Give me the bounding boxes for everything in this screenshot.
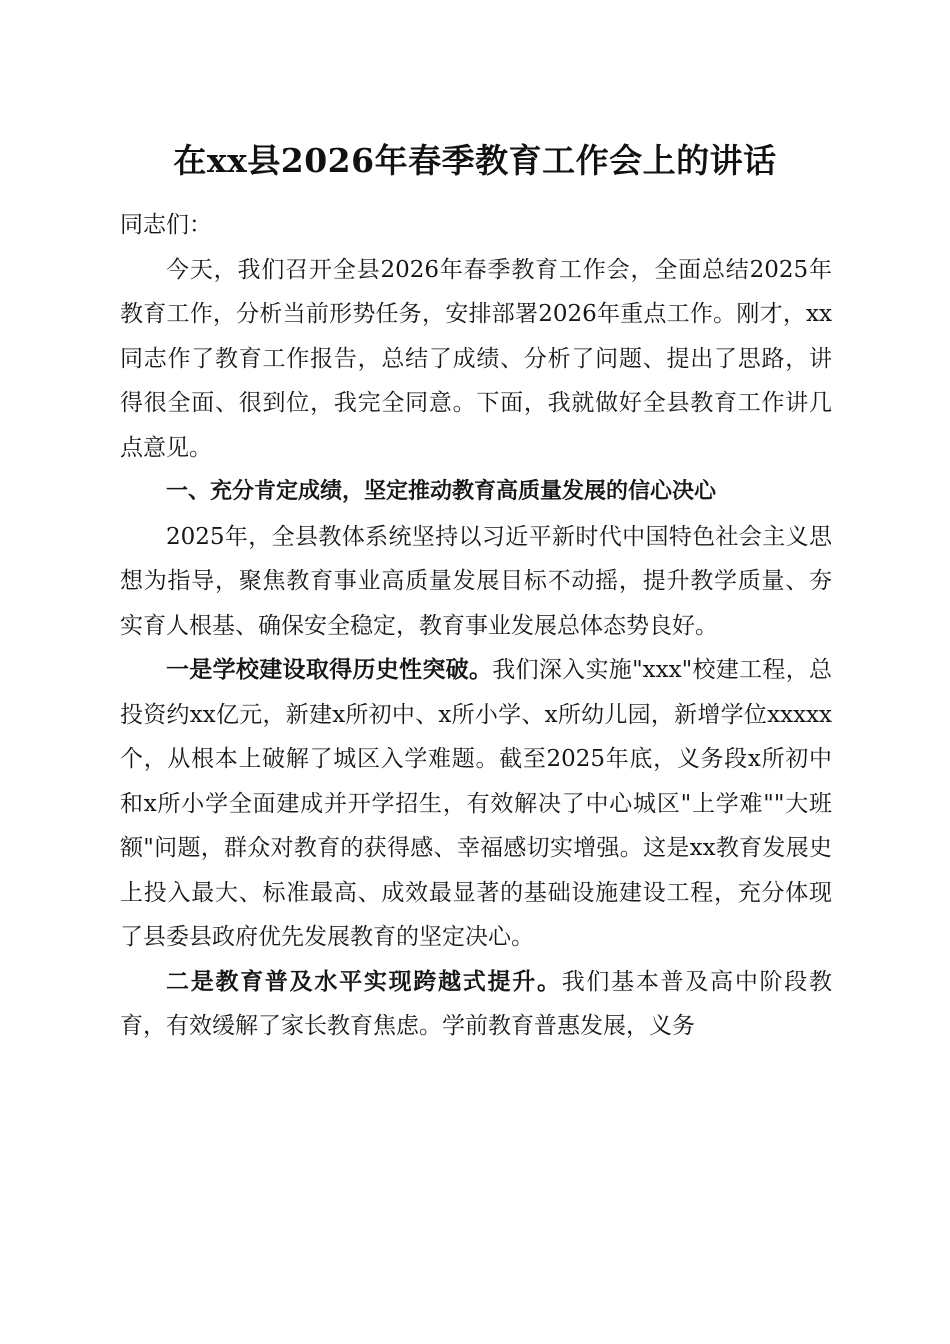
greeting: 同志们： [120,212,212,238]
document-title: 在xx县2026年春季教育工作会上的讲话 [173,141,777,180]
section-heading: 一、充分肯定成绩，坚定推动教育高质量发展的信心决心 [166,479,717,504]
point-two-paragraph [120,960,832,1049]
point-one-body: 我们深入实施"xxx"校建工程，总投资约xx亿元，新建x所初中、x所小学、x所幼儿园，新增学位xxxxx个，从根本上破解了城区入学难题。截至2025年底，义务段x所初中和x所小学全面建成并开学招生，有效解决了中心城区"上学难""大班额"问题，群众对教育的获得感、幸福感切实增强。这是xx教育发展史上投入最大、标准最高、成效最显著的基础设施建设工程，充分体现了县委县政府优先发展教育的坚定决心。 [120,657,832,950]
point-one-lead: 一是学校建设取得历史性突破。 [166,656,493,683]
intro-paragraph: 今天，我们召开全县2026年春季教育工作会，全面总结2025年教育工作，分析当前形势任务，安排部署2026年重点工作。刚才，xx同志作了教育工作报告，总结了成绩、分析了问题、提出了思路，讲得很全面、很到位，我完全同意。下面，我就做好全县教育工作讲几点意见。 [120,256,832,461]
summary-paragraph: 2025年，全县教体系统坚持以习近平新时代中国特色社会主义思想为指导，聚焦教育事业高质量发展目标不动摇，提升教学质量、夯实育人根基、确保安全稳定，教育事业发展总体态势良好。 [120,523,832,639]
point-one-paragraph [120,648,832,960]
point-two-body: 我们基本普及高中阶段教育，有效缓解了家长教育焦虑。学前教育普惠发展，义务 [120,968,833,1039]
document-body [120,203,832,1049]
point-two-lead: 二是教育普及水平实现跨越式提升。 [166,967,562,995]
